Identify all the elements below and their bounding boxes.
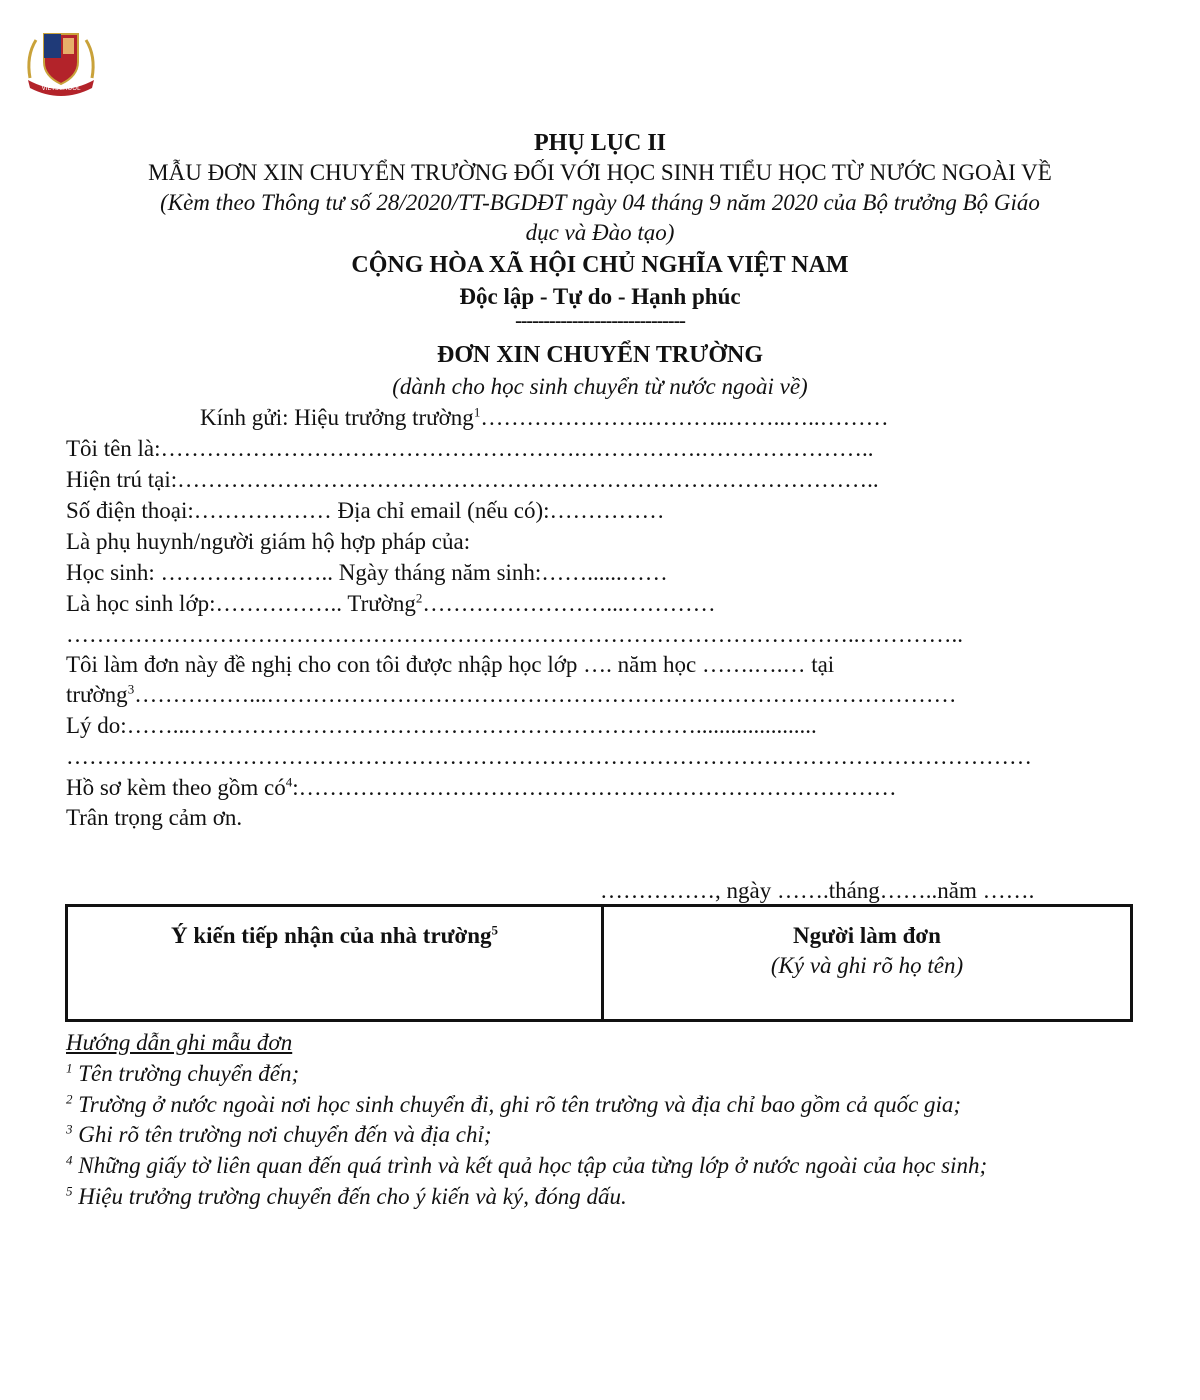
header-divider: ------------------------------: [515, 310, 685, 332]
student-field: Học sinh: ………………….. Ngày tháng năm sinh:……......……: [66, 560, 668, 585]
applicant-title: Người làm đơn: [793, 923, 941, 948]
national-motto: Độc lập - Tự do - Hạnh phúc: [459, 284, 741, 309]
class-school-field: Là học sinh lớp:…………….. Trường$^2$……………………...…………: [66, 590, 716, 616]
reason-field: Lý do:……...………………………………………………………….....................: [66, 713, 817, 738]
signature-table: [65, 904, 1133, 1022]
class-school-cont: …………………………………………………………………………………………..…………..: [66, 622, 963, 647]
recipient-line: Kính gửi: Hiệu trưởng trường$^1$………………….………..……..…..………: [200, 404, 889, 430]
thanks-line: Trân trọng cảm ơn.: [66, 805, 243, 830]
school-opinion-cell: Ý kiến tiếp nhận của nhà trường$^5$: [68, 907, 604, 1019]
document-title: ĐƠN XIN CHUYỂN TRƯỜNG: [436, 342, 763, 368]
guide-title: Hướng dẫn ghi mẫu đơn: [66, 1030, 293, 1055]
attachment-note-cont: dục và Đào tạo): [525, 220, 675, 245]
vietschool-logo: [22, 26, 100, 96]
guide-item: $^3$ Ghi rõ tên trường nơi chuyển đến và địa chỉ;: [66, 1121, 492, 1147]
attachment-note: (Kèm theo Thông tư số 28/2020/TT-BGDĐT ngày 04 tháng 9 năm 2020 của Bộ trưởng Bộ Giáo: [160, 190, 1040, 215]
guide-item: $^1$ Tên trường chuyển đến;: [66, 1060, 300, 1086]
date-line: ……………, ngày …….tháng……..năm …….: [600, 878, 1035, 903]
document-subtitle: (dành cho học sinh chuyển từ nước ngoài về): [392, 374, 808, 399]
target-school-field: trường$^3$……………...………………………………………………………………………………: [66, 681, 957, 707]
form-title: MẪU ĐƠN XIN CHUYỂN TRƯỜNG ĐỐI VỚI HỌC SINH TIỂU HỌC TỪ NƯỚC NGOÀI VỀ: [148, 160, 1052, 185]
phone-email-field: Số điện thoại:……………… Địa chỉ email (nếu có):……………: [66, 498, 665, 523]
svg-text:VIETSCHOOL: VIETSCHOOL: [41, 85, 81, 92]
address-field: Hiện trú tại:………………………………………………………………………………..: [66, 467, 879, 492]
appendix-label: PHỤ LỤC II: [533, 130, 666, 156]
guide-item: $^2$ Trường ở nước ngoài nơi học sinh chuyển đi, ghi rõ tên trường và địa chỉ bao gồm cả quốc gia;: [66, 1091, 962, 1117]
applicant-subtitle: (Ký và ghi rõ họ tên): [770, 953, 964, 978]
guardian-line: Là phụ huynh/người giám hộ hợp pháp của:: [66, 529, 471, 554]
nation-name: CỘNG HÒA XÃ HỘI CHỦ NGHĨA VIỆT NAM: [351, 252, 849, 278]
guide-item: $^5$ Hiệu trưởng trường chuyển đến cho ý kiến và ký, đóng dấu.: [66, 1183, 627, 1209]
applicant-cell: [604, 907, 1130, 1019]
attached-docs-field: Hồ sơ kèm theo gồm $có^4:\dots\dots\dots\dots\dots\dots\dots\dots\dots\dots\dots\dots\dots\dots\dots\dots\dots\dots\dots\dots\dots\dots\dots\dots\dots\dots$: [66, 774, 897, 800]
request-line: Tôi làm đơn này đề nghị cho con tôi được nhập học lớp …. năm học …….….… tại: [66, 652, 835, 677]
guide-item: $^4$ Những giấy tờ liên quan đến quá trình và kết quả học tập của từng lớp ở nước ngoài của học sinh;: [66, 1152, 988, 1178]
name-field: Tôi tên là:……………………………………………….…………….…………………..: [66, 436, 874, 461]
reason-cont: ………………………………………………………………………………………………………………: [66, 744, 1032, 769]
